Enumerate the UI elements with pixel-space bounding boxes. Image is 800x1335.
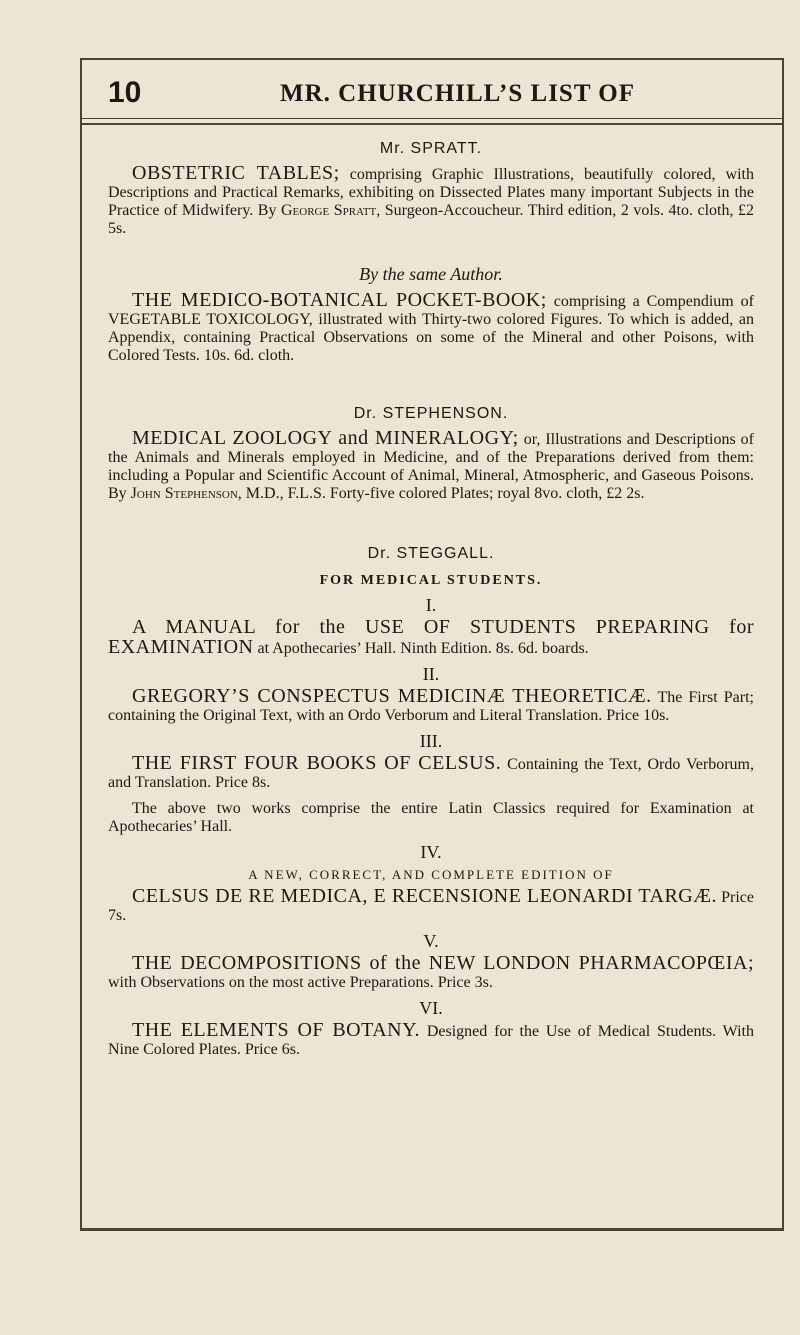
entry-title: GREGORY’S CONSPECTUS MEDICINÆ THEORETICÆ.: [132, 685, 652, 707]
bottom-rule: [80, 1228, 784, 1231]
entry-text: with Observations on the most active Preparations. Price 3s.: [108, 974, 493, 991]
item-numeral: I.: [425, 595, 437, 615]
entry-note: The above two works comprise the entire Latin Classics required for Examination at Apothecaries’ Hall.: [108, 800, 754, 835]
entry-text: at Apothecaries’ Hall. Ninth Edition. 8s. 6d. boards.: [253, 640, 589, 657]
section-heading: FOR MEDICAL STUDENTS.: [319, 573, 543, 588]
entry-title: OBSTETRIC TABLES;: [132, 162, 340, 184]
item-numeral: III.: [419, 731, 443, 751]
entry-title: MEDICAL ZOOLOGY and MINERALOGY;: [132, 427, 519, 449]
entry-title: THE FIRST FOUR BOOKS OF CELSUS.: [132, 752, 502, 774]
author-heading-steggall: Dr. STEGGALL.: [367, 545, 495, 562]
top-rule-outer: [80, 58, 782, 60]
entry-medico-botanical: [108, 291, 754, 365]
item-numeral: II.: [422, 664, 440, 684]
entry-celsus-books: [108, 754, 754, 792]
page-body: [108, 128, 754, 1059]
entry-celsus-de-re-medica: [108, 887, 754, 925]
entry-text: comprising a Compendium of VEGETABLE TOXICOLOGY, illustrated with Thirty-two colored Figures. To which is added, an Appendix, containing Practical Observations on some of the Mineral and other Poisons, with Colored Tests. 10s. 6d. cloth.: [108, 293, 754, 364]
item-numeral: IV.: [420, 842, 442, 862]
entry-elements-botany: [108, 1021, 754, 1059]
entry-text: Price 7s.: [108, 889, 755, 924]
author-heading-spratt: Mr. SPRATT.: [379, 140, 483, 157]
entry-title: THE DECOMPOSITIONS of the NEW LONDON PHARMACOPŒIA;: [132, 952, 754, 974]
entry-text: , Surgeon-Accoucheur. Third edition, 2 vols. 4to. cloth, £2 5s.: [108, 202, 755, 237]
entry-title: THE ELEMENTS OF BOTANY.: [132, 1019, 420, 1041]
item-numeral: V.: [423, 931, 439, 951]
top-rule-under-header-2: [80, 123, 782, 125]
running-head: MR. CHURCHILL’S LIST OF: [280, 80, 636, 107]
entry-title: A MANUAL for the USE OF STUDENTS PREPARING for EXAMINATION: [108, 616, 754, 658]
author-heading-stephenson: Dr. STEPHENSON.: [353, 405, 509, 422]
same-author-heading: By the same Author.: [359, 264, 503, 284]
entry-text: Containing the Text, Ordo Verborum, and Translation. Price 8s.: [108, 756, 754, 791]
entry-text: Designed for the Use of Medical Students. With Nine Colored Plates. Price 6s.: [108, 1023, 755, 1058]
edition-heading: A NEW, CORRECT, AND COMPLETE EDITION OF: [248, 867, 614, 882]
entry-author-name: George Spratt: [281, 202, 377, 219]
right-border: [782, 58, 784, 1230]
item-numeral: VI.: [419, 998, 443, 1018]
page-number: 10: [108, 76, 142, 109]
entry-title: THE MEDICO-BOTANICAL POCKET-BOOK;: [132, 289, 547, 311]
entry-text: comprising Graphic Illustrations, beautifully colored, with Descriptions and Practical Remarks, exhibiting on Dissected Plates many important Subjects in the Practice of Midwifery. By: [108, 166, 754, 219]
entry-title: CELSUS DE RE MEDICA, E RECENSIONE LEONARDI TARGÆ.: [132, 885, 718, 907]
entry-medical-zoology: [108, 429, 754, 503]
entry-gregory: [108, 687, 754, 725]
entry-obstetric-tables: [108, 164, 754, 238]
entry-author-name: John Stephenson: [130, 485, 238, 502]
left-border: [80, 58, 82, 1230]
entry-manual: [108, 618, 754, 658]
entry-text: The First Part; containing the Original Text, with an Ordo Verborum and Literal Translation. Price 10s.: [108, 689, 754, 724]
entry-text: , M.D., F.L.S. Forty-five colored Plates; royal 8vo. cloth, £2 2s.: [237, 485, 645, 502]
entry-decompositions: [108, 954, 754, 992]
entry-text: or, Illustrations and Descriptions of the Animals and Minerals employed in Medicine, and of the Preparations derived from them: including a Popular and Scientific Account of Animal, Mineral, Atmospheric, and Gaseous Poisons. By: [108, 431, 754, 502]
top-rule-under-header: [80, 118, 782, 119]
